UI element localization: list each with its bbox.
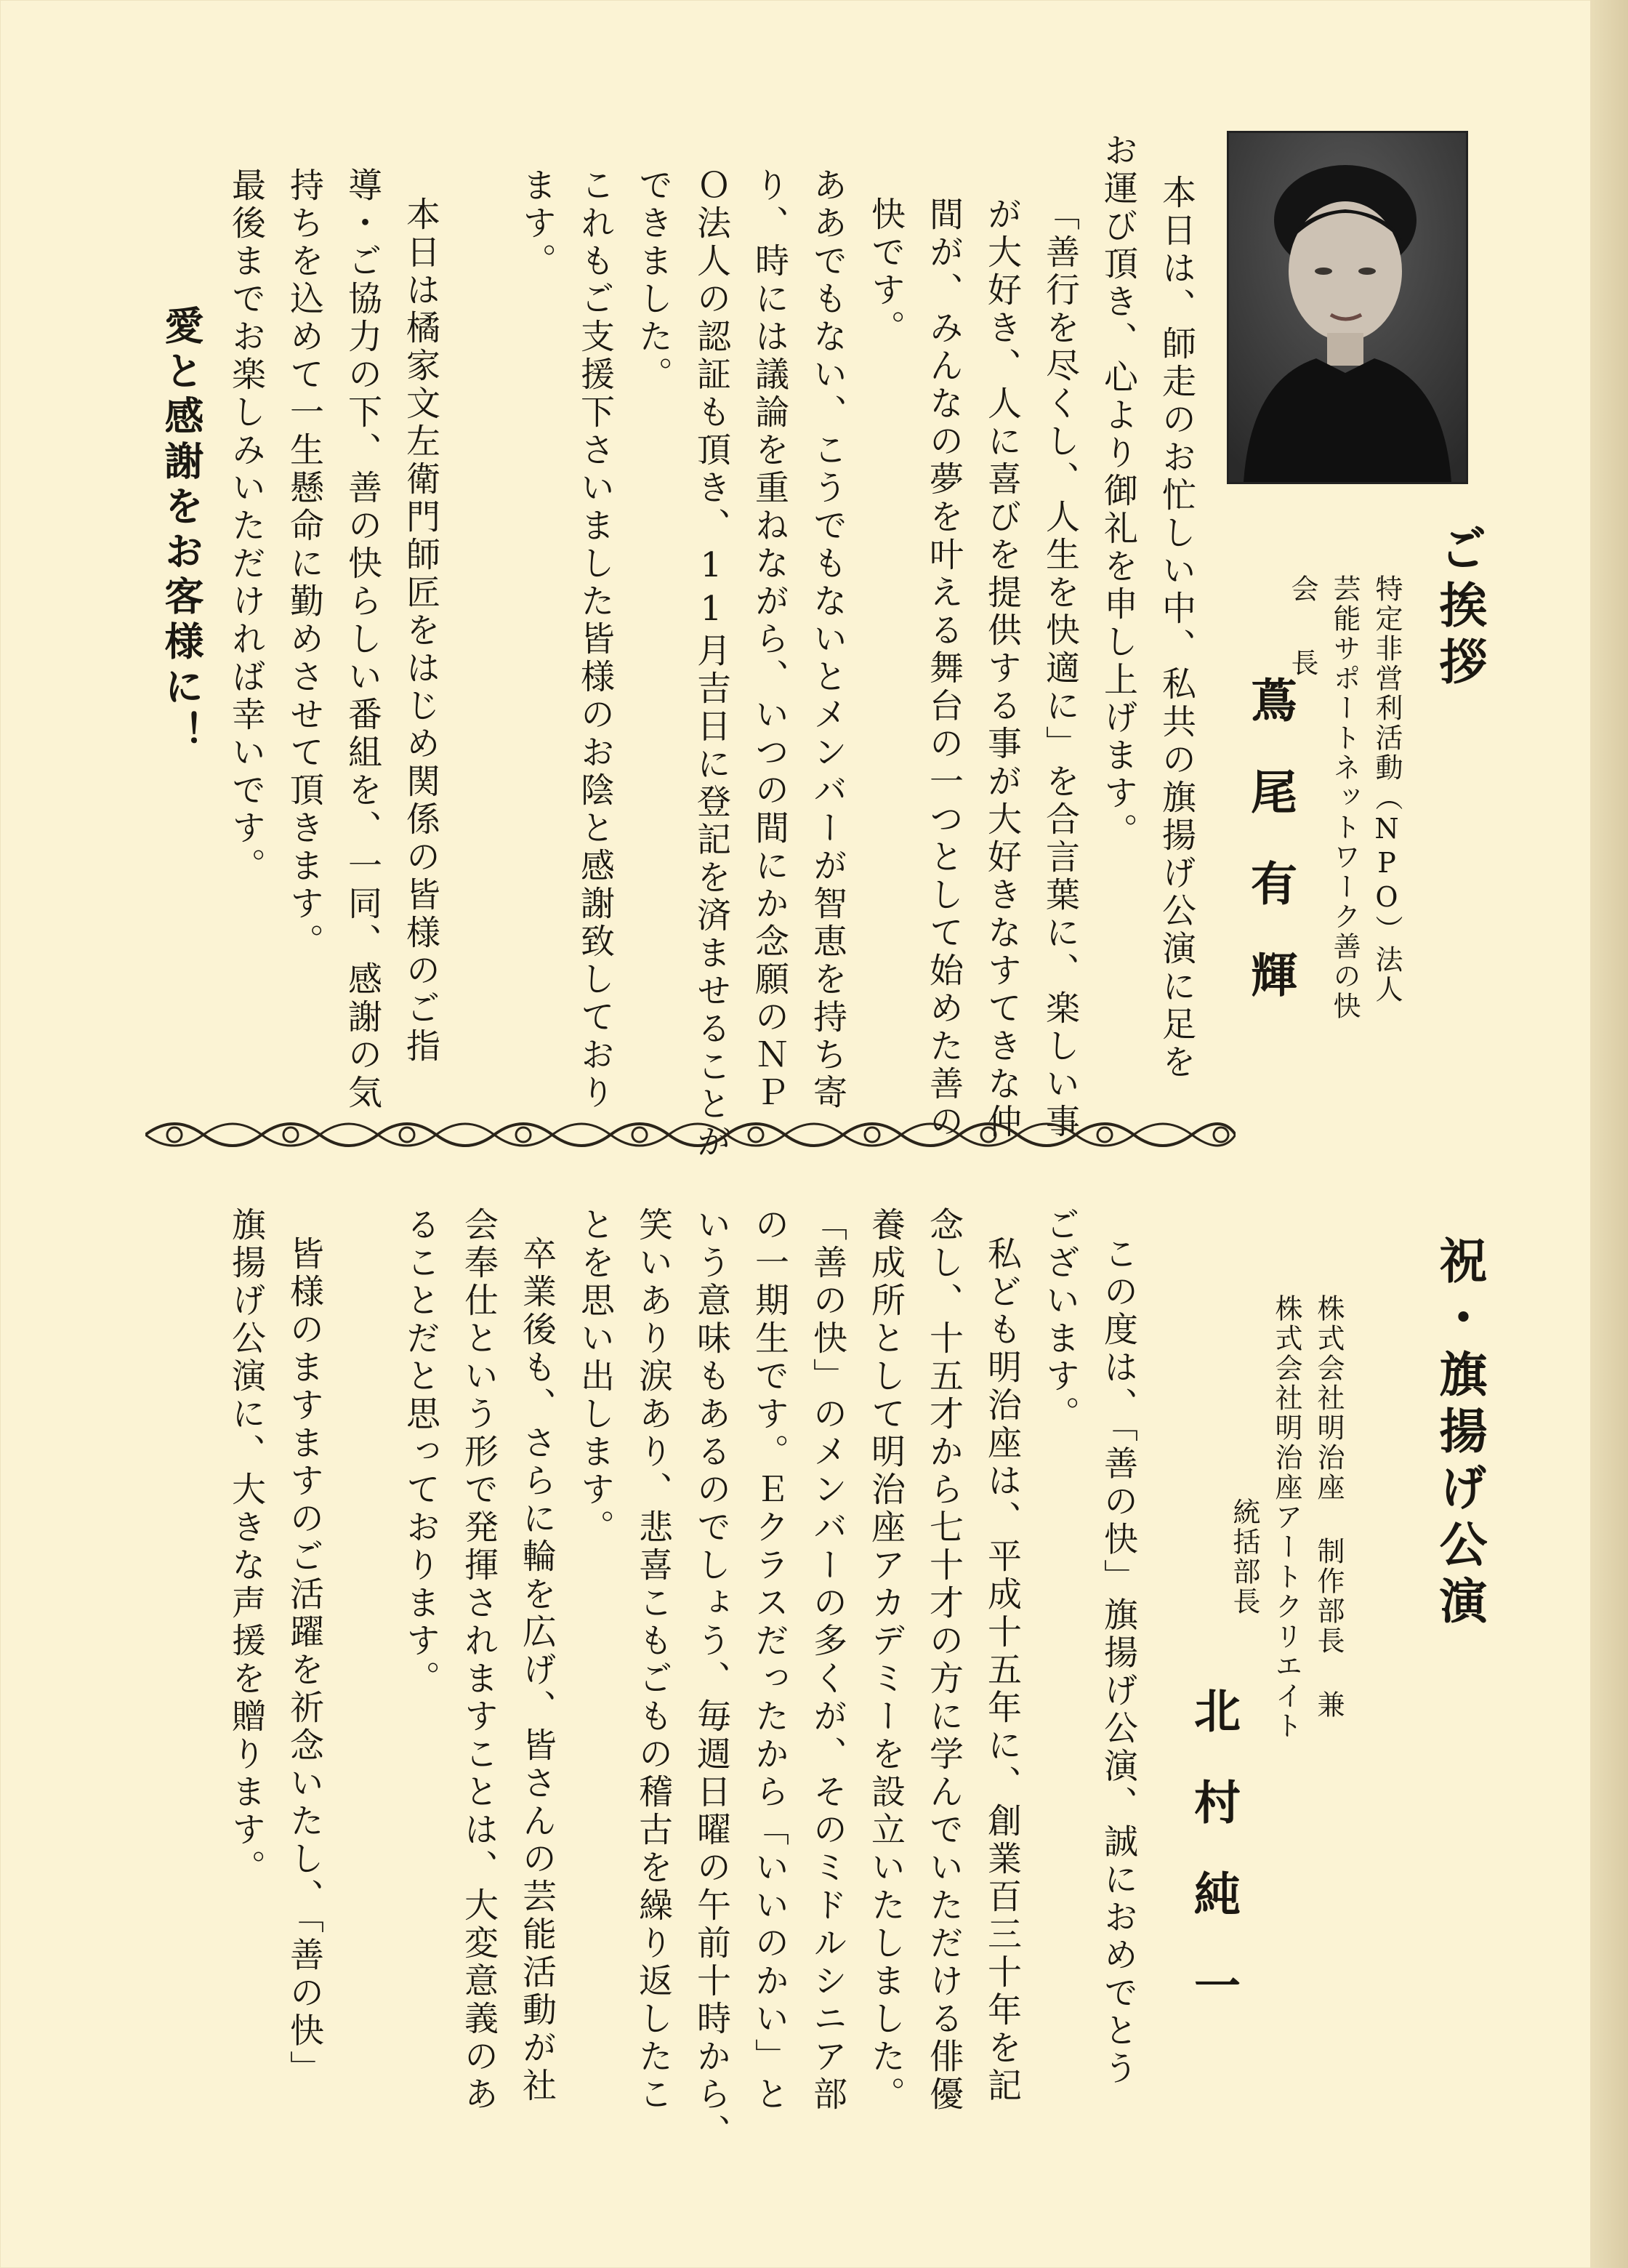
congrats-para-15: 旗揚げ公演に、大きな声援を贈ります。 <box>226 1207 266 1887</box>
congrats-para-5: 養成所として明治座アカデミーを設立いたしました。 <box>866 1207 906 2114</box>
greeting-para-8: り、時には議論を重ねながら、いつの間にか念願のＮＰ <box>749 167 789 1112</box>
congrats-para-11: 卒業後も、さらに輪を広げ、皆さんの芸能活動が社 <box>517 1236 557 2105</box>
greeting-para-7: ああでもない、こうでもないとメンバーが智恵を持ち寄 <box>807 167 847 1112</box>
greeting-para-9: Ｏ法人の認証も頂き、11月吉日に登記を済ませることが <box>691 167 731 1162</box>
greeting-para-12: ます。 <box>517 167 557 281</box>
greeting-para-16: 最後までお楽しみいただければ幸いです。 <box>226 167 266 885</box>
congrats-para-14: 皆様のますますのご活躍を祈念いたし、「善の快」 <box>284 1236 324 2088</box>
greeting-signature-name: 蔦尾有輝 <box>1243 676 1297 1042</box>
greeting-para-2: お運び頂き、心より御礼を申し上げます。 <box>1098 132 1138 850</box>
ornamental-divider <box>145 1109 1236 1160</box>
greeting-para-1: 本日は、師走のお忙しい中、私共の旗揚げ公演に足を <box>1156 174 1196 1082</box>
congrats-para-13: ることだと思っております。 <box>400 1207 440 1698</box>
portrait-photo <box>1227 131 1468 484</box>
congrats-para-10: とを思い出します。 <box>575 1207 615 1547</box>
greeting-title-label: 会 長 <box>1286 574 1318 683</box>
congrats-para-4: 念し、十五才から七十才の方に学んでいただける俳優 <box>924 1207 964 2114</box>
greeting-para-5: 間が、みんなの夢を叶える舞台の一つとして始めた善の <box>924 196 964 1141</box>
page-edge <box>1590 0 1628 2268</box>
congrats-para-8: いう意味もあるのでしょう、毎週日曜の午前十時から、 <box>691 1207 731 2152</box>
congrats-para-7: の一期生です。Ｅクラスだったから「いいのかい」と <box>749 1207 789 2114</box>
greeting-heading: ご挨拶 <box>1431 523 1488 693</box>
congrats-para-9: 笑いあり涙あり、悲喜こもごもの稽古を繰り返したこ <box>633 1207 673 2114</box>
congrats-para-2: ございます。 <box>1040 1207 1080 1433</box>
greeting-para-11: これもご支援下さいました皆様のお陰と感謝致しており <box>575 167 615 1112</box>
congrats-org-line1: 株式会社明治座 制作部長 兼 <box>1313 1294 1345 1720</box>
greeting-para-6: 快です。 <box>866 196 906 347</box>
greeting-org-line2: 芸能サポートネットワーク善の快 <box>1329 574 1361 1021</box>
greeting-para-3: 「善行を尽くし、人生を快適に」を合言葉に、楽しい事 <box>1040 196 1080 1141</box>
greeting-closing: 愛と感謝をお客様に！ <box>158 305 205 756</box>
greeting-para-15: 持ちを込めて一生懸命に勤めさせて頂きます。 <box>284 167 324 961</box>
congrats-para-6: 「善の快」のメンバーの多くが、そのミドルシニア部 <box>807 1207 847 2114</box>
greeting-para-13: 本日は橘家文左衛門師匠をはじめ関係の皆様のご指 <box>400 196 440 1066</box>
congrats-para-1: この度は、「善の快」旗揚げ公演、誠におめでとう <box>1098 1236 1138 2088</box>
greeting-para-4: が大好き、人に喜びを提供する事が大好きなすてきな仲 <box>982 196 1022 1141</box>
greeting-para-10: できました。 <box>633 167 673 394</box>
congrats-heading: 祝・旗揚げ公演 <box>1431 1236 1488 1633</box>
greeting-para-14: 導・ご協力の下、善の快らしい番組を、一同、感謝の気 <box>342 167 382 1112</box>
greeting-org-line1: 特定非営利活動（NPO）法人 <box>1371 574 1403 1005</box>
congrats-signature-name: 北村純一 <box>1186 1686 1241 2053</box>
portrait-image <box>1229 133 1466 482</box>
congrats-para-12: 会奉仕という形で発揮されますことは、大変意義のあ <box>459 1207 499 2114</box>
congrats-org-line2: 株式会社明治座アートクリエイト <box>1270 1294 1302 1741</box>
congrats-para-3: 私ども明治座は、平成十五年に、創業百三十年を記 <box>982 1236 1022 2105</box>
congrats-title-label: 統括部長 <box>1228 1497 1260 1617</box>
